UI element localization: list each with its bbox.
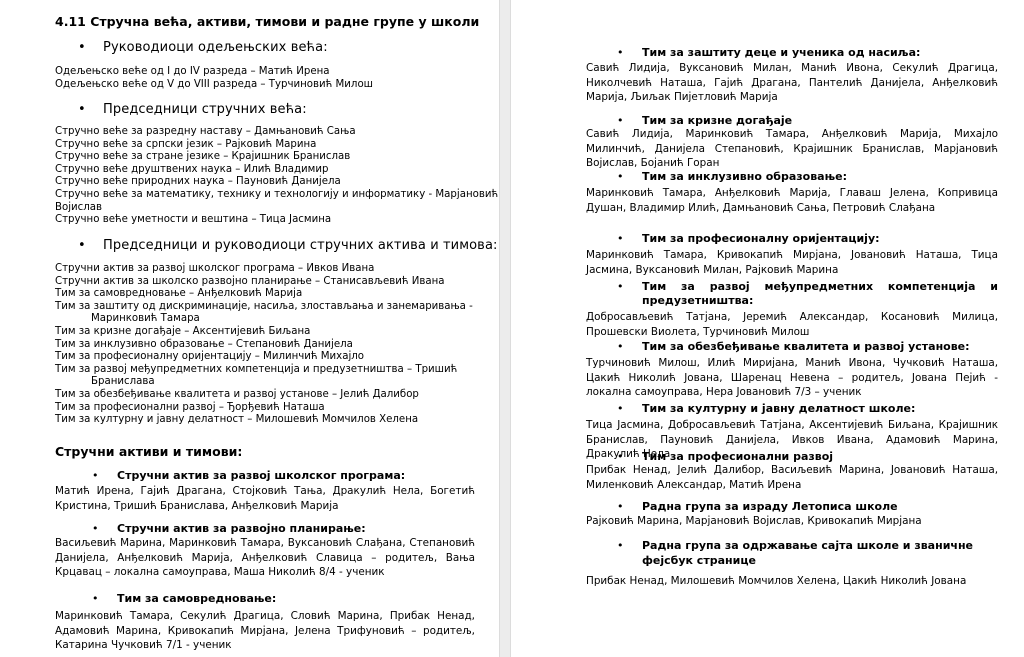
list-line: Тим за самовредновање – Анђелковић Марија — [55, 288, 303, 300]
team-members: Матић Ирена, Гајић Драгана, Стојковић Тања, Дракулић Нела, Богетић Кристина, Тришић Бранислава, Анђелковић Марија — [55, 485, 475, 512]
team-members: Маринковић Тамара, Кривокапић Мирјана, Јовановић Наташа, Тица Јасмина, Вуксановић Милан, Рајковић Марина — [586, 249, 998, 276]
list-line: Тим за професионални развој – Ђорђевић Наташа — [55, 401, 325, 413]
list-line: Тим за кризне догађаје – Аксентијевић Биљана — [55, 325, 311, 337]
team-members: Маринковић Тамара, Секулић Драгица, Словић Марина, Прибак Ненад, Адамовић Марина, Кривокапић Мирјана, Јелена Трифуновић – родитељ, Катарина Чучковић 7/1 - ученик — [55, 610, 475, 652]
list-line: Тим за развој међупредметних компетенција и предузетништва – Тришић — [55, 363, 458, 375]
list-line: Стручно веће за стране језике – Крајишник Бранислав — [55, 151, 351, 163]
team-members: Маринковић Тамара, Анђелковић Марија, Главаш Јелена, Копривица Душан, Владимир Илић, Дамњановић Сања, Петровић Слађана — [586, 187, 998, 214]
team-title: • Тим за професионални развој — [642, 450, 833, 463]
actives-teams-list — [55, 263, 473, 427]
list-line: Стручно веће друштвених наука – Илић Владимир — [55, 163, 329, 175]
team-title: • Тим за културну и јавну делатност школе: — [642, 402, 915, 415]
list-line: Бранислава — [91, 376, 155, 388]
team-title: • Тим за професионалну оријентацију: — [642, 232, 880, 245]
list-line: Тим за инклузивно образовање – Степановић Данијела — [55, 338, 353, 350]
list-line: Стручно веће природних наука – Пауновић Данијела — [55, 176, 341, 188]
team-title: • Тим за самовредновање: — [117, 592, 276, 605]
list-line: Тим за заштиту од дискриминације, насиља, злостављања и занемаривања - — [55, 300, 473, 312]
team-title: • Стручни актив за развој школског програма: — [117, 469, 405, 482]
team-members: Васиљевић Марина, Маринковић Тамара, Вуксановић Слађана, Степановић Данијела, Анђелковић Марија, Анђелковић Славица – родитељ, Вања Крцавац – локална самоуправа, Маша Николић 8/4 - ученик — [55, 537, 475, 579]
page-gutter — [499, 0, 511, 657]
list-line: Стручни актив за школско развојно планирање – Станисављевић Ивана — [55, 275, 445, 287]
team-title: • Стручни актив за развојно планирање: — [117, 522, 366, 535]
document-page-left — [0, 0, 499, 657]
team-members: Тица Јасмина, Добросављевић Татјана, Аксентијевић Биљана, Крајишник Бранислав, Пауновић Данијела, Ивков Ивана, Адамовић Марина, Дракулић Нела — [586, 419, 998, 461]
document-page-right — [511, 0, 1024, 657]
list-line: Тим за културну и јавну делатност – Милошевић Момчилов Хелена — [55, 414, 419, 426]
team-members: Прибак Ненад, Јелић Далибор, Васиљевић Марина, Јовановић Наташа, Миленковић Александар, Матић Ирена — [586, 464, 998, 491]
team-title: • Радна група за одржавање сајта школе и званичне фејсбук странице — [642, 538, 998, 568]
team-title: • Тим за заштиту деце и ученика од насиља: — [642, 46, 920, 59]
team-title: • Тим за инклузивно образовање: — [642, 170, 847, 183]
team-title: • Радна група за израду Летописа школе — [642, 500, 898, 513]
team-title: • Тим за развој међупредметних компетенција и предузетништва: — [642, 280, 998, 308]
list-line: Стручно веће уметности и вештина – Тица Јасмина — [55, 214, 332, 226]
subsection-title: Стручни активи и тимови: — [55, 444, 243, 459]
list-line: Војислав — [55, 201, 103, 213]
team-members: Добросављевић Татјана, Јеремић Александар, Косановић Милица, Прошевски Виолета, Турчиновић Милош — [586, 311, 998, 338]
list-line: Стручно веће за српски језик – Рајковић Марина — [55, 138, 317, 150]
group-heading-class-councils: • Руководиоци одељењских већа: — [103, 40, 328, 55]
list-line: Стручни актив за развој школског програма – Ивков Ивана — [55, 263, 375, 274]
list-line: Стручно веће за разредну наставу – Дамњановић Сања — [55, 126, 356, 137]
expert-councils-list — [55, 126, 498, 227]
list-line: Одељењско веће од I до IV разреда – Матић Ирена — [55, 66, 330, 77]
team-members: Прибак Ненад, Милошевић Момчилов Хелена, Цакић Николић Јована — [586, 575, 967, 587]
team-title: • Тим за обезбеђивање квалитета и развој установе: — [642, 340, 970, 353]
list-line: Тим за обезбеђивање квалитета и развој установе – Јелић Далибор — [55, 388, 419, 400]
list-line: Маринковић Тамара — [91, 313, 200, 325]
list-line: Тим за професионалну оријентацију – Милинчић Михајло — [55, 351, 365, 363]
list-line: Одељењско веће од V до VIII разреда – Турчиновић Милош — [55, 78, 373, 90]
team-members: Рајковић Марина, Марјановић Војислав, Кривокапић Мирјана — [586, 515, 922, 527]
team-members: Турчиновић Милош, Илић Миријана, Манић Ивона, Чучковић Наташа, Цакић Николић Јована, Шаренац Невена – родитељ, Јована Пејић - локална самоуправа, Нера Јовановић 7/3 – ученик — [586, 357, 998, 399]
group-heading-actives-teams: • Председници и руководиоци стручних актива и тимова: — [103, 238, 497, 253]
group-heading-expert-councils: • Председници стручних већа: — [103, 102, 307, 117]
list-line: Стручно веће за математику, технику и технологију и информатику - Марјановић — [55, 188, 499, 200]
section-title: 4.11 Стручна већа, активи, тимови и радне групе у школи — [55, 14, 480, 29]
team-members: Савић Лидија, Маринковић Тамара, Анђелковић Марија, Михајло Милинчић, Данијела Степановић, Крајишник Бранислав, Марјановић Војислав, Бојанић Горан — [586, 128, 998, 170]
class-councils-list — [55, 66, 373, 91]
team-title: • Тим за кризне догађаје — [642, 114, 792, 127]
team-members: Савић Лидија, Вуксановић Милан, Манић Ивона, Секулић Драгица, Николчевић Наташа, Гајић Драгана, Пантелић Данијела, Анђелковић Марија, Љиљак Пијетловић Марија — [586, 62, 998, 104]
